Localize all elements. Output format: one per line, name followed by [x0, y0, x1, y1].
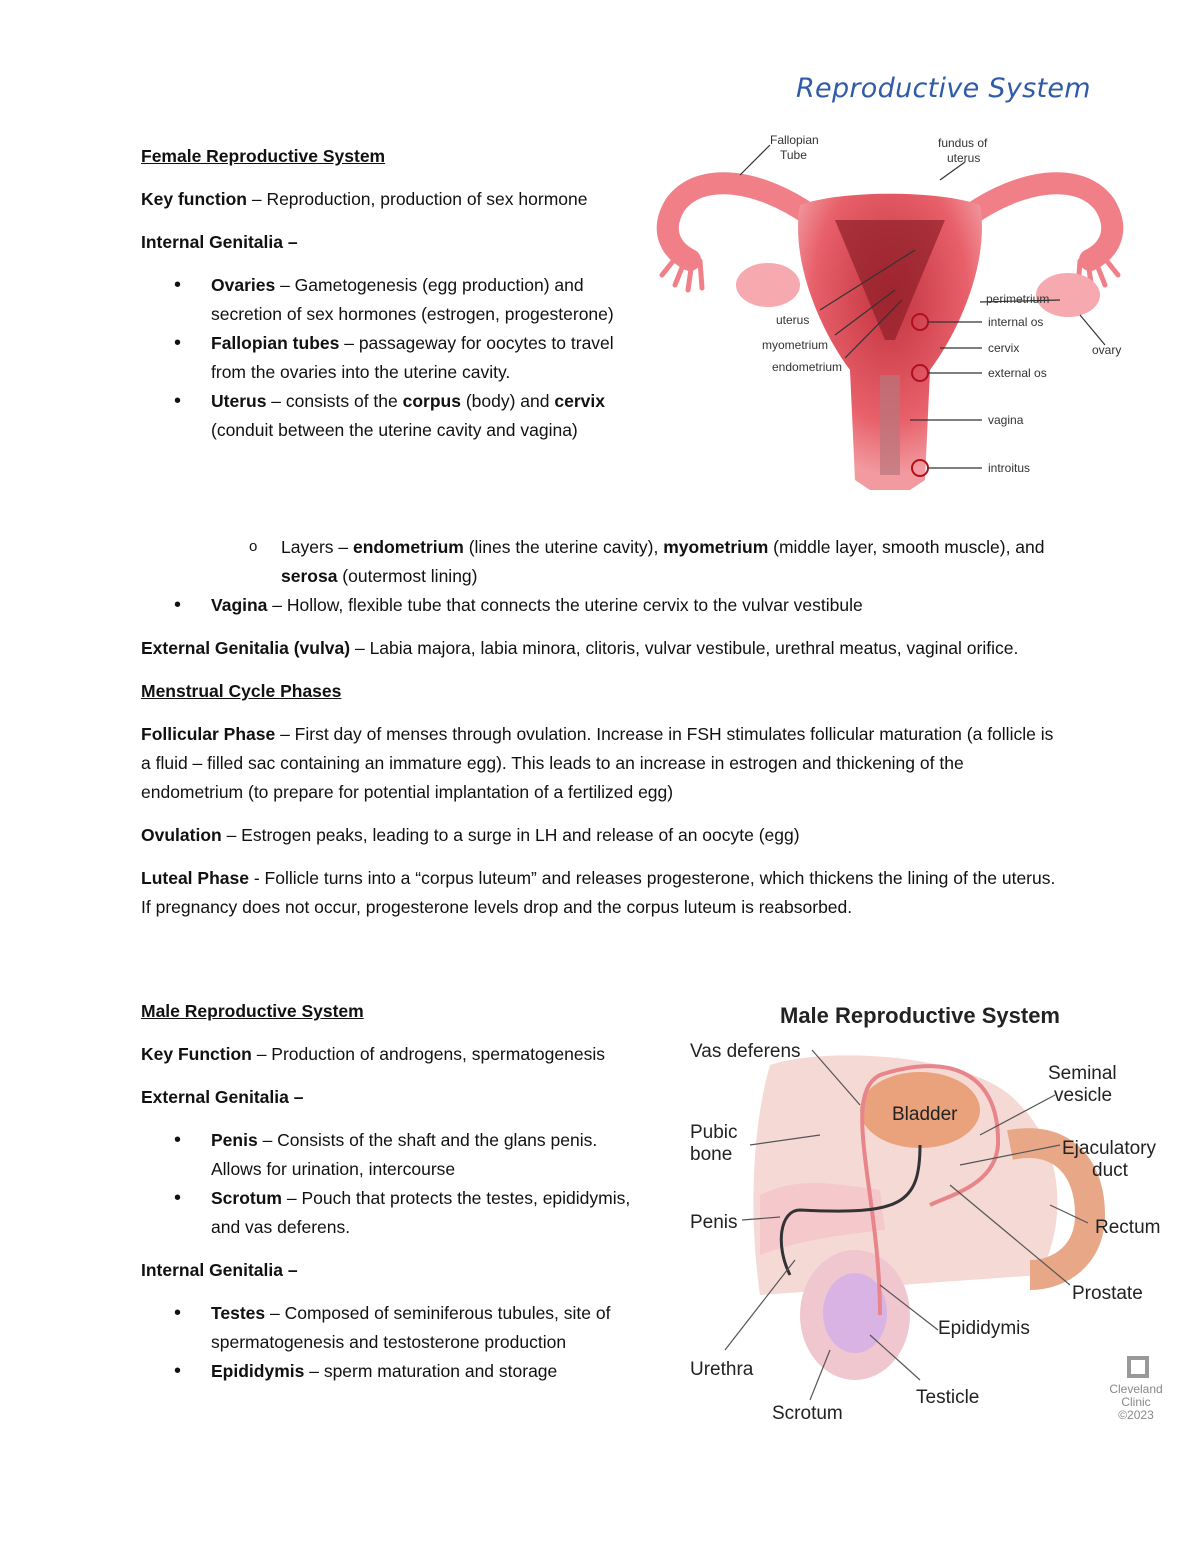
- label-fundus-2: uterus: [947, 151, 981, 165]
- label-internal-os: internal os: [988, 315, 1044, 329]
- label-bladder: Bladder: [892, 1104, 958, 1125]
- label-vas-deferens: Vas deferens: [690, 1041, 801, 1062]
- list-item: • Testes – Composed of seminiferous tubules, site of spermatogenesis and testosterone production: [141, 1299, 651, 1357]
- female-key-function: [141, 185, 631, 214]
- cycle-heading: Menstrual Cycle Phases: [141, 681, 342, 701]
- phase-luteal: Luteal Phase - Follicle turns into a “corpus luteum” and releases progesterone, which thickens the lining of the uterus. If pregnancy does not occur, progesterone levels drop and the corpus luteum is reabsorbed.: [141, 868, 1056, 917]
- label-introitus: introitus: [988, 461, 1031, 475]
- label-pubic-1: Pubic: [690, 1122, 738, 1143]
- list-item: • Vagina – Hollow, flexible tube that connects the uterine cervix to the vulvar vestibule: [141, 591, 1066, 620]
- label-uterus: uterus: [776, 313, 810, 327]
- label-cervix: cervix: [988, 341, 1020, 355]
- female-heading: Female Reproductive System: [141, 146, 386, 166]
- female-key-label: Key function: [141, 189, 247, 209]
- fallopian-tube-right: [970, 183, 1112, 260]
- male-external-heading: External Genitalia –: [141, 1087, 304, 1107]
- document-title: Reproductive System: [796, 73, 1091, 104]
- male-external-list: [141, 1126, 651, 1242]
- uterus-diagram: [640, 120, 1140, 500]
- label-fallopian-2: Tube: [780, 148, 807, 162]
- list-item: • Ovaries – Gametogenesis (egg production) and secretion of sex hormones (estrogen, progesterone): [141, 271, 631, 329]
- list-item: • Fallopian tubes – passageway for oocytes to travel from the ovaries into the uterine cavity.: [141, 329, 631, 387]
- credit-line-3: ©2023: [1118, 1408, 1154, 1422]
- label-myometrium: myometrium: [762, 338, 829, 352]
- label-pubic-2: bone: [690, 1144, 733, 1165]
- label-external-os: external os: [988, 366, 1047, 380]
- cleveland-clinic-logo: [1109, 1358, 1162, 1422]
- label-penis: Penis: [690, 1212, 738, 1233]
- fallopian-tube-left: [668, 183, 810, 260]
- label-endometrium: endometrium: [772, 360, 843, 374]
- vagina-list: [141, 591, 1066, 620]
- list-item: • Epididymis – sperm maturation and storage: [141, 1357, 651, 1386]
- female-section: [141, 142, 631, 445]
- label-seminal-2: vesicle: [1054, 1085, 1113, 1106]
- label-perimetrium: perimetrium: [986, 292, 1050, 306]
- credit-line-1: Cleveland: [1109, 1382, 1163, 1396]
- list-item: • Uterus – consists of the corpus (body) and cervix (conduit between the uterine cavity and vagina): [141, 387, 631, 445]
- vaginal-canal: [880, 375, 900, 475]
- label-scrotum: Scrotum: [772, 1403, 843, 1424]
- male-heading: Male Reproductive System: [141, 1001, 364, 1021]
- label-epididymis: Epididymis: [938, 1318, 1030, 1339]
- credit-line-2: Clinic: [1121, 1395, 1151, 1409]
- list-item: o Layers – endometrium (lines the uterine cavity), myometrium (middle layer, smooth muscle), and serosa (outermost lining): [141, 533, 1066, 591]
- male-internal-heading: Internal Genitalia –: [141, 1260, 298, 1280]
- list-item: • Scrotum – Pouch that protects the testes, epididymis, and vas deferens.: [141, 1184, 651, 1242]
- label-fundus-1: fundus of: [938, 136, 988, 150]
- label-ejaculatory-2: duct: [1092, 1160, 1128, 1181]
- external-genitalia: External Genitalia (vulva) – Labia majora, labia minora, clitoris, vulvar vestibule, urethral meatus, vaginal orifice.: [141, 638, 1019, 658]
- female-internal-heading: Internal Genitalia –: [141, 232, 298, 252]
- female-key-text: – Reproduction, production of sex hormone: [246, 189, 588, 209]
- label-fallopian-1: Fallopian: [770, 133, 819, 147]
- ovary-left: [736, 263, 800, 307]
- male-internal-list: [141, 1299, 651, 1386]
- phase-follicular: Follicular Phase – First day of menses through ovulation. Increase in FSH stimulates follicular maturation (a follicle is a fluid – filled sac containing an immature egg). This leads to an increase in estrogen and thickening of the endometrium (to prepare for potential implantation of a fertilized egg): [141, 724, 1054, 802]
- label-vagina: vagina: [988, 413, 1024, 427]
- male-key-function: Key Function – Production of androgens, spermatogenesis: [141, 1044, 605, 1064]
- label-rectum: Rectum: [1095, 1217, 1161, 1238]
- label-prostate: Prostate: [1072, 1283, 1143, 1304]
- label-testicle: Testicle: [916, 1387, 980, 1408]
- male-section: [141, 997, 671, 1386]
- label-urethra: Urethra: [690, 1359, 754, 1380]
- uterus-layers-list: [141, 533, 1066, 591]
- female-continued: [141, 533, 1066, 922]
- phase-ovulation: Ovulation – Estrogen peaks, leading to a surge in LH and release of an oocyte (egg): [141, 825, 800, 845]
- label-ovary: ovary: [1092, 343, 1122, 357]
- male-diagram: [680, 995, 1180, 1435]
- label-ejaculatory-1: Ejaculatory: [1062, 1138, 1156, 1159]
- label-seminal-1: Seminal: [1048, 1063, 1117, 1084]
- list-item: • Penis – Consists of the shaft and the glans penis. Allows for urination, intercourse: [141, 1126, 651, 1184]
- male-diagram-title: Male Reproductive System: [780, 1003, 1060, 1028]
- female-internal-list: [141, 271, 631, 445]
